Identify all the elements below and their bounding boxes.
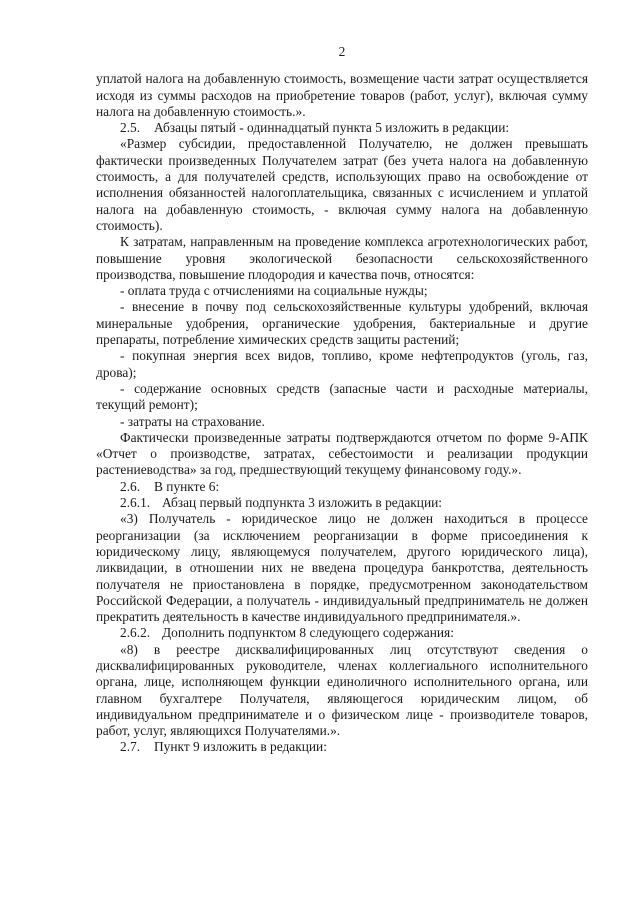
clause-text: Абзац первый подпункта 3 изложить в редакции: [162,495,443,511]
paragraph-vat-reimbursement: уплатой налога на добавленную стоимость, возмещение части затрат осуществляется исходя из суммы расходов на приобретение товаров (работ, услуг), включая сумму налога на добавленную стоимость.». [96,71,588,119]
paragraph-subsidy-size: «Размер субсидии, предоставленной Получателю, не должен превышать фактически произведенных Получателем затрат (без учета налога на добавленную стоимость, а для получателей средств, использующих право на освобождение от исполнения обязанностей налогоплательщика, связанных с исчислением и уплатой налога на добавленную стоимость, - включая сумму налога на добавленную стоимость). [96,136,588,233]
clause-text: Абзацы пятый - одиннадцатый пункта 5 изложить в редакции: [154,120,510,136]
clause-number: 2.6.2. [120,625,151,641]
paragraph-costs-intro: К затратам, направленным на проведение комплекса агротехнологических работ, повышение уровня экологической безопасности сельскохозяйственного производства, повышение плодородия и качества почв, относятся: [96,234,588,282]
clause-number: 2.5. [120,120,141,136]
paragraph-report-form: Фактически произведенные затраты подтверждаются отчетом по форме 9-АПК «Отчет о производстве, затратах, себестоимости и реализации продукции растениеводства» за год, предшествующий текущему финансовому году.». [96,429,588,478]
paragraph-2-6-1 [96,495,588,511]
list-item-labor: - оплата труда с отчислениями на социальные нужды; [120,283,428,299]
list-item-energy: - покупная энергия всех видов, топливо, кроме нефтепродуктов (уголь, газ, дрова); [96,348,588,380]
document-page [96,44,588,756]
clause-number: 2.6. [120,478,141,494]
paragraph-2-5 [96,120,588,136]
clause-number: 2.7. [120,739,141,755]
paragraph-2-6 [96,479,588,495]
paragraph-reorganization: «3) Получатель - юридическое лицо не должен находиться в процессе реорганизации (за исключением реорганизации в форме присоединения к юридическому лицу, являющемуся получателем, другого юридического лица), ликвидации, в отношении них не введена процедура банкротства, деятельность получателя не приостановлена в порядке, предусмотренном законодательством Российской Федерации, а получатель - индивидуальный предприниматель не должен прекратить деятельность в качестве индивидуального предпринимателя.». [96,511,588,625]
clause-number: 2.6.1. [120,495,151,511]
page-number: 2 [338,44,346,59]
paragraph-disqualified-registry: «8) в реестре дисквалифицированных лиц отсутствуют сведения о дисквалифицированных руководителе, членах коллегиального исполнительного органа, лице, исполняющем функции единоличного исполнительного органа, или главном бухгалтере Получателя, являющегося юридическим лицом, об индивидуальном предпринимателе и о физическом лице - производителе товаров, работ, услуг, являющихся Получателями.». [96,641,588,739]
list-item-insurance: - затраты на страхование. [120,413,265,429]
clause-text: В пункте 6: [154,478,220,494]
clause-text: Пункт 9 изложить в редакции: [154,739,327,755]
clause-text: Дополнить подпунктом 8 следующего содержания: [162,625,454,641]
paragraph-2-7 [96,739,588,755]
list-item-fixed-assets: - содержание основных средств (запасные части и расходные материалы, текущий ремонт); [96,380,588,413]
paragraph-2-6-2 [96,625,588,641]
list-item-fertilizers: - внесение в почву под сельскохозяйственные культуры удобрений, включая минеральные удобрения, органические удобрения, бактериальные и другие препараты, потребление химических средств защиты растений; [96,299,588,348]
